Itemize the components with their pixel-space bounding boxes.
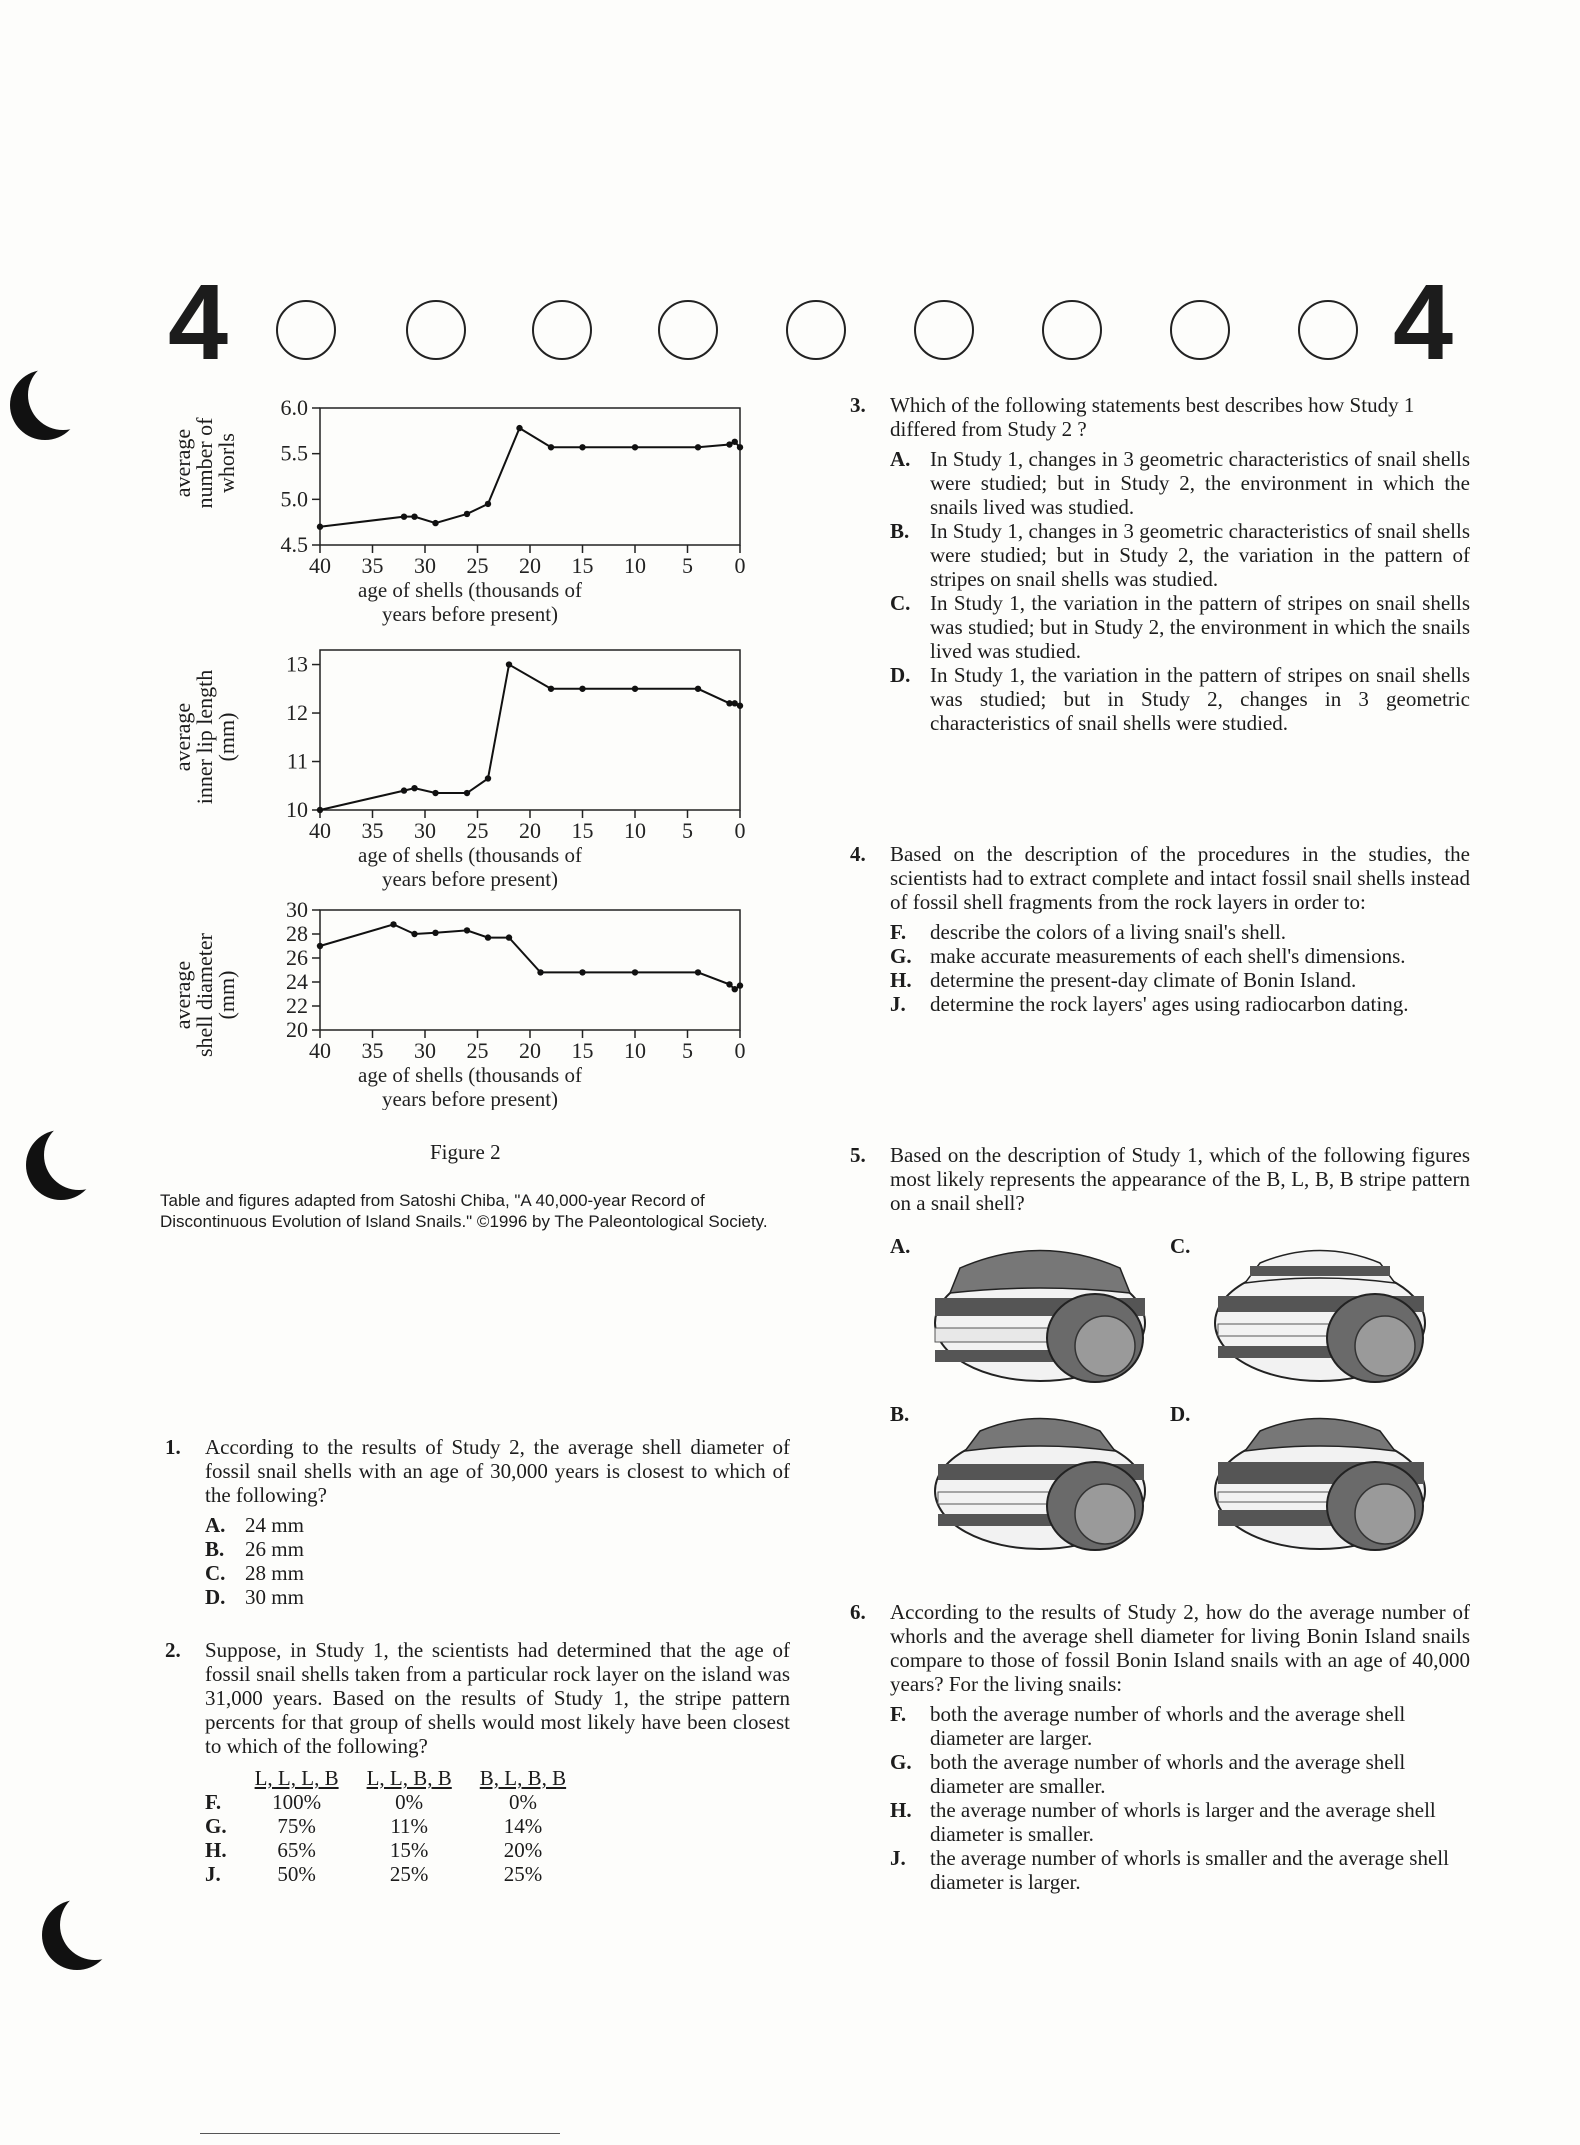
answer-option-D[interactable]: D.: [1170, 1398, 1440, 1558]
data-point: [432, 520, 438, 526]
header-circle: [406, 300, 466, 360]
answer-option[interactable]: C. 28 mm: [205, 1561, 304, 1585]
page-section-number-right: 4: [1393, 261, 1454, 382]
series-line: [320, 665, 740, 810]
chart-ylabel-whorls: average number of whorls: [170, 417, 239, 509]
y-tick-label: 24: [286, 969, 308, 994]
series-line: [320, 428, 740, 527]
y-tick-label: 5.5: [280, 440, 308, 466]
data-point: [401, 513, 407, 519]
answer-option[interactable]: C. In Study 1, the variation in the pattern of stripes on snail shells was studied; but in Study 2, the environment in which the snails lived was studied.: [890, 591, 1470, 663]
question-4: [850, 842, 1470, 1016]
x-tick-label: 30: [414, 553, 436, 578]
data-point: [432, 930, 438, 936]
y-tick-label: 6.0: [280, 395, 308, 420]
data-point: [485, 775, 491, 781]
page-section-number-left: 4: [168, 261, 229, 382]
data-point: [485, 934, 491, 940]
x-tick-label: 15: [571, 818, 594, 843]
data-point: [464, 927, 470, 933]
x-tick-label: 35: [361, 1038, 384, 1063]
question-number: 3.: [850, 393, 866, 417]
answer-option[interactable]: G. make accurate measurements of each shell's dimensions.: [890, 944, 1406, 968]
x-tick-label: 30: [414, 818, 436, 843]
answer-option[interactable]: A. In Study 1, changes in 3 geometric characteristics of snail shells were studied; but in Study 2, the environment in which the snails lived was studied.: [890, 447, 1470, 519]
question-text: Based on the description of Study 1, which of the following figures most likely represents the appearance of the B, L, B, B stripe pattern on a snail shell?: [890, 1143, 1470, 1215]
data-point: [317, 524, 323, 530]
data-point: [732, 439, 738, 445]
y-tick-label: 13: [286, 651, 308, 677]
data-point: [695, 686, 701, 692]
data-point: [632, 444, 638, 450]
x-tick-label: 25: [466, 1038, 489, 1063]
header-circle: [532, 300, 592, 360]
question-text: According to the results of Study 2, how do the average number of whorls and the average shell diameter for living Bonin Island snails compare to those of fossil Bonin Island snails with an age of 40,000 years? For the living snails:: [890, 1600, 1470, 1696]
data-point: [737, 982, 743, 988]
data-point: [411, 785, 417, 791]
answer-option[interactable]: J. the average number of whorls is smaller and the average shell diameter is larger.: [890, 1846, 1449, 1894]
answer-option-row[interactable]: F. 100% 0% 0%: [205, 1790, 537, 1814]
data-point: [464, 511, 470, 517]
data-point: [726, 981, 732, 987]
data-point: [579, 444, 585, 450]
header-circle: [658, 300, 718, 360]
snail-shell-options: [890, 1230, 1450, 1550]
x-tick-label: 40: [309, 818, 331, 843]
x-axis-label: years before present): [381, 867, 559, 891]
header-circle: [914, 300, 974, 360]
data-point: [411, 513, 417, 519]
x-tick-label: 10: [624, 818, 646, 843]
data-point: [737, 444, 743, 450]
answer-option[interactable]: F. both the average number of whorls and the average shell diameter are larger.: [890, 1702, 1406, 1750]
x-tick-label: 20: [519, 818, 541, 843]
x-tick-label: 0: [734, 1038, 746, 1063]
x-axis-label: age of shells (thousands of: [358, 843, 582, 867]
answer-option[interactable]: F. describe the colors of a living snail's shell.: [890, 920, 1287, 944]
data-point: [732, 986, 738, 992]
answer-option[interactable]: D. In Study 1, the variation in the pattern of stripes on snail shells was studied; but in Study 2, changes in 3 geometric characteristics of snail shells were studied.: [890, 663, 1470, 735]
data-point: [411, 931, 417, 937]
question-2: [165, 1638, 790, 1886]
data-point: [579, 686, 585, 692]
question-number: 4.: [850, 842, 866, 866]
y-tick-label: 4.5: [280, 532, 308, 557]
answer-option[interactable]: J. determine the rock layers' ages using radiocarbon dating.: [890, 992, 1409, 1016]
y-tick-label: 30: [286, 897, 308, 922]
question-text: Suppose, in Study 1, the scientists had determined that the age of fossil snail shells taken from a particular rock layer on the island was 31,000 years. Based on the results of Study 1, the stripe pattern percents for that group of shells would most likely have been closest to which of the following?: [205, 1638, 790, 1758]
figure-caption: Figure 2: [430, 1140, 501, 1164]
figure-2-charts: [200, 390, 840, 1110]
answer-option[interactable]: G. both the average number of whorls and the average shell diameter are smaller.: [890, 1750, 1406, 1798]
y-tick-label: 11: [286, 748, 308, 774]
data-point: [632, 969, 638, 975]
y-tick-label: 28: [286, 921, 308, 946]
chart-ylabel-inner-lip: average inner lip length (mm): [170, 669, 239, 805]
stripe-percent-table: [205, 1766, 580, 1886]
x-tick-label: 30: [414, 1038, 436, 1063]
x-tick-label: 25: [466, 818, 489, 843]
data-point: [432, 790, 438, 796]
header-circle: [786, 300, 846, 360]
x-tick-label: 15: [571, 1038, 594, 1063]
data-point: [537, 969, 543, 975]
x-tick-label: 40: [309, 1038, 331, 1063]
snail-shell-figure-A: [930, 1238, 1160, 1388]
y-tick-label: 20: [286, 1017, 308, 1042]
y-tick-label: 12: [286, 700, 308, 726]
answer-option-row[interactable]: G. 75% 11% 14%: [205, 1814, 543, 1838]
question-text: Which of the following statements best describes how Study 1 differed from Study 2 ?: [890, 393, 1415, 441]
x-tick-label: 10: [624, 1038, 646, 1063]
x-tick-label: 25: [466, 553, 489, 578]
question-1: [165, 1435, 790, 1609]
x-tick-label: 0: [734, 553, 746, 578]
x-tick-label: 5: [682, 1038, 693, 1063]
x-axis-label: age of shells (thousands of: [358, 578, 582, 602]
question-text: Based on the description of the procedures in the studies, the scientists had to extract complete and intact fossil snail shells instead of fossil shell fragments from the rock layers in order to:: [890, 842, 1470, 914]
y-tick-label: 10: [286, 797, 308, 822]
data-point: [485, 501, 491, 507]
chart-ylabel-diameter: average shell diameter (mm): [170, 933, 239, 1058]
header-circle: [1298, 300, 1358, 360]
answer-option[interactable]: H. the average number of whorls is larger and the average shell diameter is smaller.: [890, 1798, 1436, 1846]
data-point: [317, 807, 323, 813]
column-header: L, L, L, B: [254, 1766, 339, 1790]
question-number: 2.: [165, 1638, 181, 1662]
data-point: [506, 934, 512, 940]
binder-hole: [26, 1130, 96, 1200]
x-tick-label: 15: [571, 553, 594, 578]
snail-shell-figure-C: [1210, 1238, 1440, 1388]
x-axis-label: age of shells (thousands of: [358, 1063, 582, 1087]
x-tick-label: 35: [361, 818, 384, 843]
y-tick-label: 26: [286, 945, 308, 970]
footer-rule: [200, 2133, 560, 2134]
column-header: B, L, B, B: [479, 1766, 567, 1790]
answer-option[interactable]: B. 26 mm: [205, 1537, 304, 1561]
x-tick-label: 40: [309, 553, 331, 578]
answer-option-C[interactable]: C.: [1170, 1230, 1440, 1390]
x-axis-label: years before present): [381, 1087, 559, 1110]
header-circle: [1042, 300, 1102, 360]
snail-shell-figure-B: [930, 1406, 1160, 1556]
data-point: [737, 703, 743, 709]
question-5: [850, 1143, 1470, 1215]
question-text: According to the results of Study 2, the average shell diameter of fossil snail shells with an age of 30,000 years is closest to which of the following?: [205, 1435, 790, 1507]
question-number: 6.: [850, 1600, 866, 1624]
answer-option[interactable]: D. 30 mm: [205, 1585, 304, 1609]
data-point: [548, 444, 554, 450]
chart-frame: [320, 650, 740, 810]
question-number: 1.: [165, 1435, 181, 1459]
data-point: [506, 661, 512, 667]
data-point: [390, 921, 396, 927]
chart-frame: [320, 408, 740, 545]
answer-option-B[interactable]: B.: [890, 1398, 1160, 1558]
y-tick-label: 22: [286, 993, 308, 1018]
data-point: [516, 425, 522, 431]
answer-option-row[interactable]: J. 50% 25% 25%: [205, 1862, 543, 1886]
x-tick-label: 10: [624, 553, 646, 578]
x-tick-label: 20: [519, 1038, 541, 1063]
header-circle: [1170, 300, 1230, 360]
x-tick-label: 5: [682, 818, 693, 843]
column-header: L, L, B, B: [366, 1766, 452, 1790]
question-6: [850, 1600, 1470, 1894]
answer-option[interactable]: H. determine the present-day climate of Bonin Island.: [890, 968, 1357, 992]
data-point: [464, 790, 470, 796]
binder-hole: [42, 1900, 112, 1970]
x-tick-label: 5: [682, 553, 693, 578]
answer-option[interactable]: A. 24 mm: [205, 1513, 304, 1537]
header-circle: [276, 300, 336, 360]
x-tick-label: 0: [734, 818, 746, 843]
binder-hole: [10, 370, 80, 440]
x-tick-label: 35: [361, 553, 384, 578]
data-point: [401, 787, 407, 793]
question-3: [850, 393, 1470, 735]
y-tick-label: 5.0: [280, 486, 308, 512]
x-axis-label: years before present): [381, 602, 559, 626]
data-point: [579, 969, 585, 975]
data-point: [548, 686, 554, 692]
series-line: [320, 924, 740, 989]
question-number: 5.: [850, 1143, 866, 1167]
data-point: [695, 444, 701, 450]
answer-option-row[interactable]: H. 65% 15% 20%: [205, 1838, 543, 1862]
answer-option[interactable]: B. In Study 1, changes in 3 geometric characteristics of snail shells were studied; but in Study 2, the variation in the pattern of stripes on snail shells was studied.: [890, 519, 1470, 591]
snail-shell-figure-D: [1210, 1406, 1440, 1556]
answer-option-A[interactable]: A.: [890, 1230, 1160, 1390]
data-point: [317, 943, 323, 949]
figure-credit: Table and figures adapted from Satoshi Chiba, "A 40,000-year Record of Discontinuous Evolution of Island Snails." ©1996 by The Paleontological Society.: [160, 1191, 768, 1231]
data-point: [695, 969, 701, 975]
x-tick-label: 20: [519, 553, 541, 578]
data-point: [632, 686, 638, 692]
